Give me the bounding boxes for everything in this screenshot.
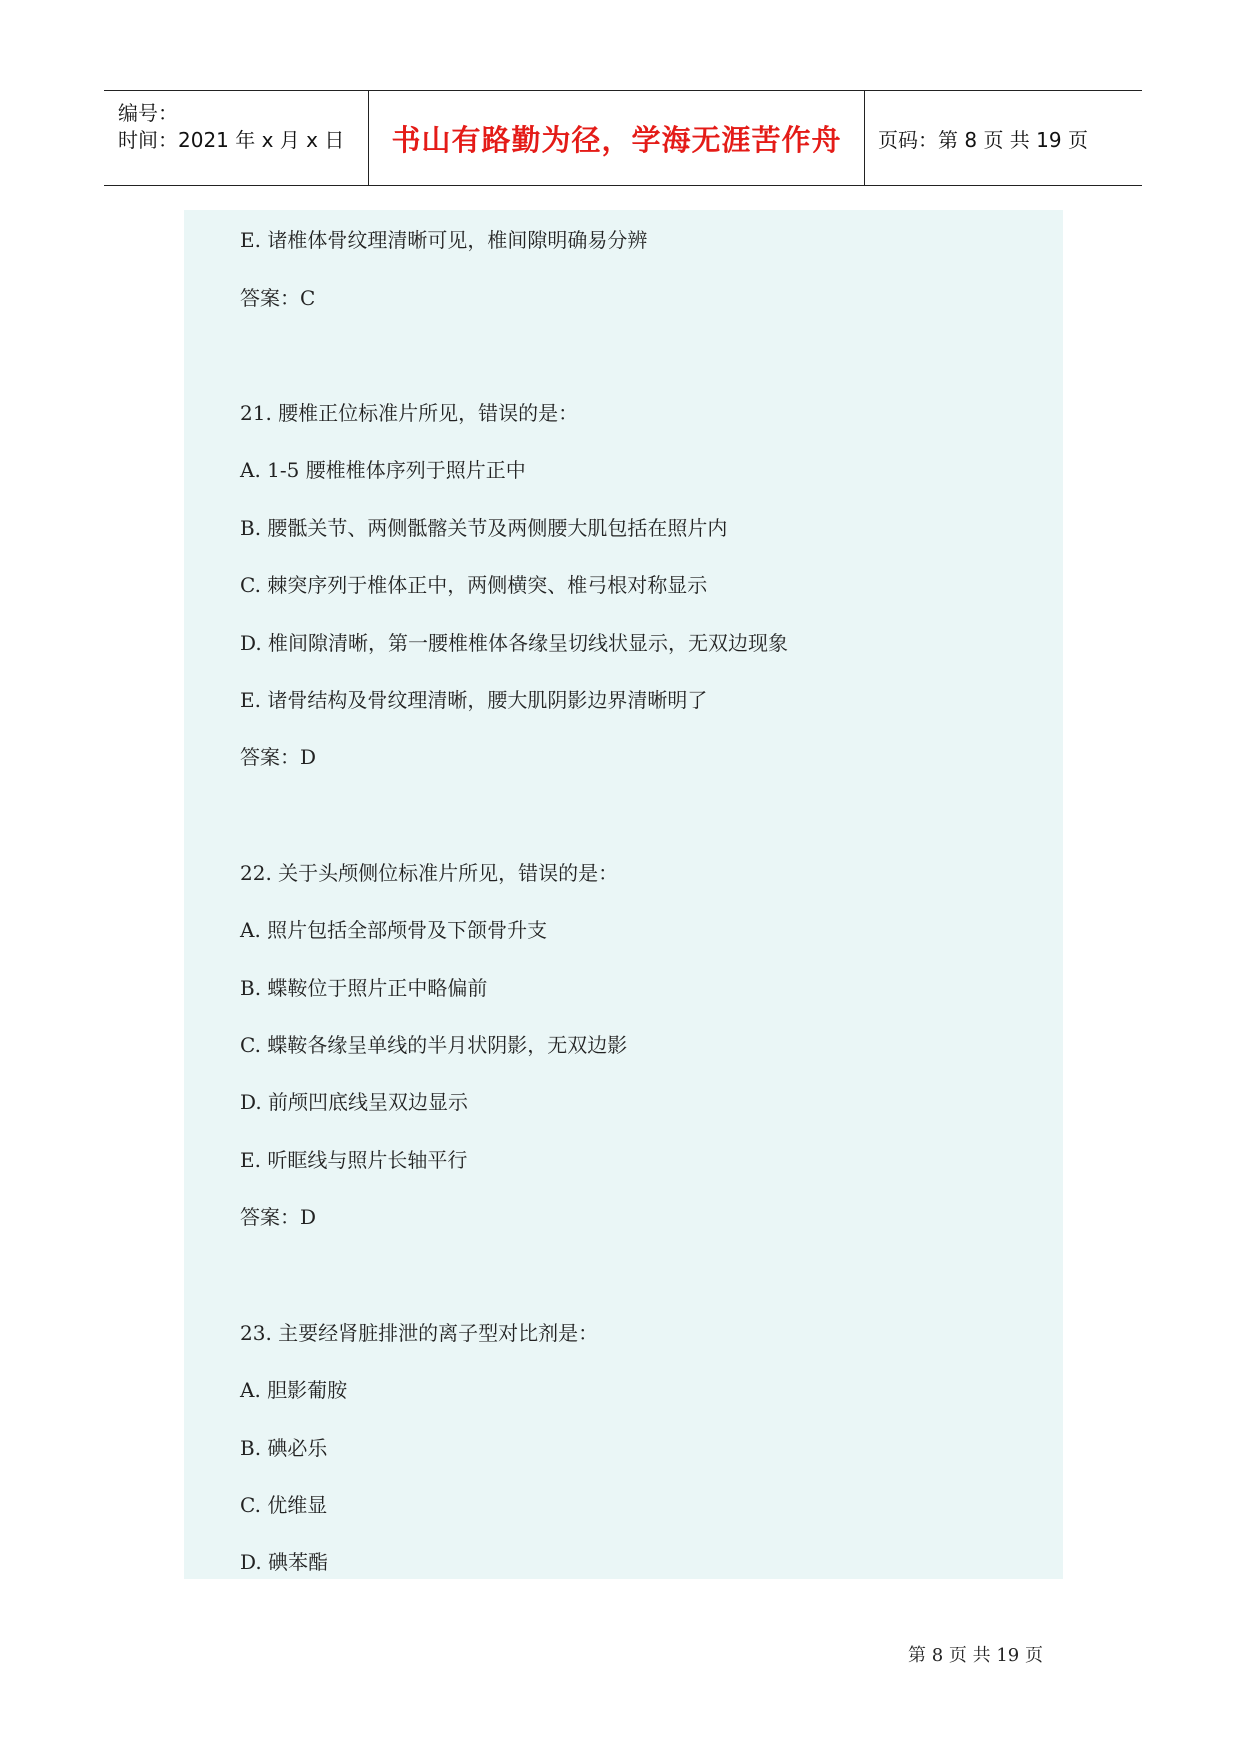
number-label: 编号： (118, 101, 178, 125)
option-line: D. 椎间隙清晰，第一腰椎椎体各缘呈切线状显示，无双边现象 (240, 631, 789, 655)
question-content (184, 210, 1063, 1579)
option-line: B. 碘必乐 (240, 1436, 328, 1460)
option-line: E. 听眶线与照片长轴平行 (240, 1148, 468, 1172)
option-line: B. 蝶鞍位于照片正中略偏前 (240, 976, 488, 1000)
option-line: E. 诸骨结构及骨纹理清晰，腰大肌阴影边界清晰明了 (240, 688, 708, 712)
option-line: E. 诸椎体骨纹理清晰可见，椎间隙明确易分辨 (240, 228, 648, 252)
option-line: B. 腰骶关节、两侧骶髂关节及两侧腰大肌包括在照片内 (240, 516, 728, 540)
time-label: 时间：2021 年 x 月 x 日 (118, 128, 345, 152)
question-line: 22. 关于头颅侧位标准片所见，错误的是： (240, 861, 619, 885)
answer-line: 答案：C (240, 286, 316, 310)
page-footer: 第 8 页 共 19 页 (908, 1645, 1043, 1666)
answer-line: 答案：D (240, 745, 317, 769)
option-line: A. 照片包括全部颅骨及下颌骨升支 (240, 918, 548, 942)
page-header (104, 90, 1142, 186)
question-line: 23. 主要经肾脏排泄的离子型对比剂是： (240, 1321, 599, 1345)
option-line: D. 碘苯酯 (240, 1550, 329, 1574)
header-page-label: 页码：第 8 页 共 19 页 (878, 127, 1088, 152)
question-line: 21. 腰椎正位标准片所见，错误的是： (240, 401, 579, 425)
header-meta (104, 91, 369, 185)
answer-line: 答案：D (240, 1205, 317, 1229)
option-line: A. 1-5 腰椎椎体序列于照片正中 (240, 458, 526, 482)
option-line: C. 棘突序列于椎体正中，两侧横突、椎弓根对称显示 (240, 573, 708, 597)
header-motto (369, 91, 865, 185)
option-line: D. 前颅凹底线呈双边显示 (240, 1090, 469, 1114)
motto-text: 书山有路勤为径，学海无涯苦作舟 (391, 122, 842, 157)
option-line: C. 优维显 (240, 1493, 328, 1517)
option-line: C. 蝶鞍各缘呈单线的半月状阴影，无双边影 (240, 1033, 628, 1057)
option-line: A. 胆影葡胺 (240, 1378, 348, 1402)
